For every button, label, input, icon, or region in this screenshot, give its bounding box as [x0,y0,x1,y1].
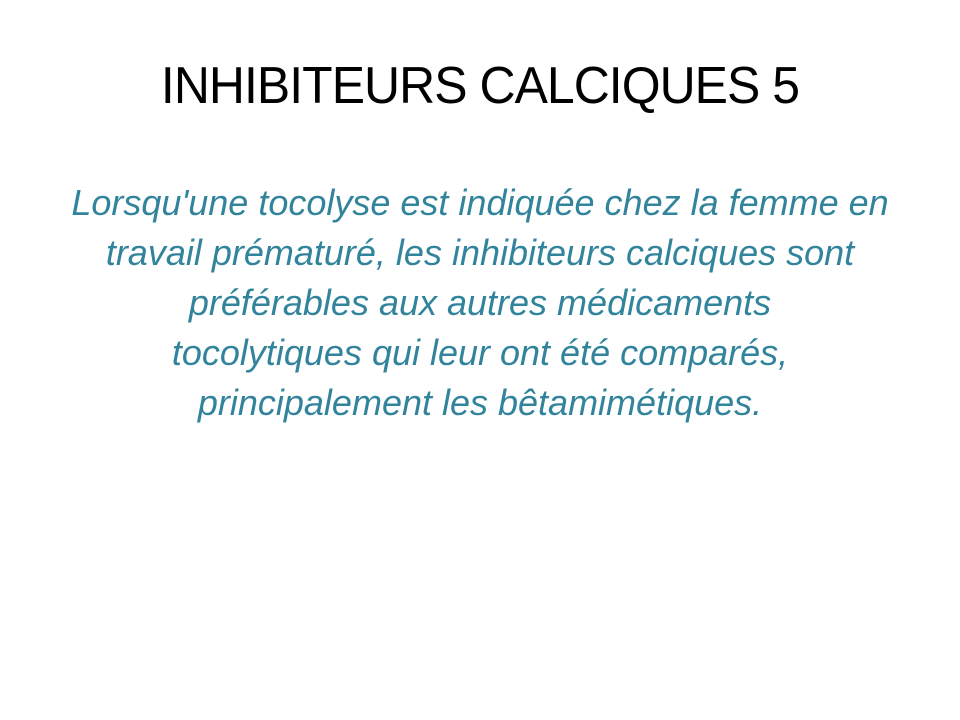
slide-title: INHIBITEURS CALCIQUES 5 [160,57,800,115]
slide-body-text [25,178,935,428]
body-line: préférables aux autres médicaments [188,282,772,323]
body-line: principalement les bêtamimétiques. [197,382,763,423]
body-line: tocolytiques qui leur ont été comparés, [171,332,789,373]
body-line: travail prématuré, les inhibiteurs calciques sont [105,232,855,273]
body-line: Lorsqu'une tocolyse est indiquée chez la femme en [71,182,889,223]
